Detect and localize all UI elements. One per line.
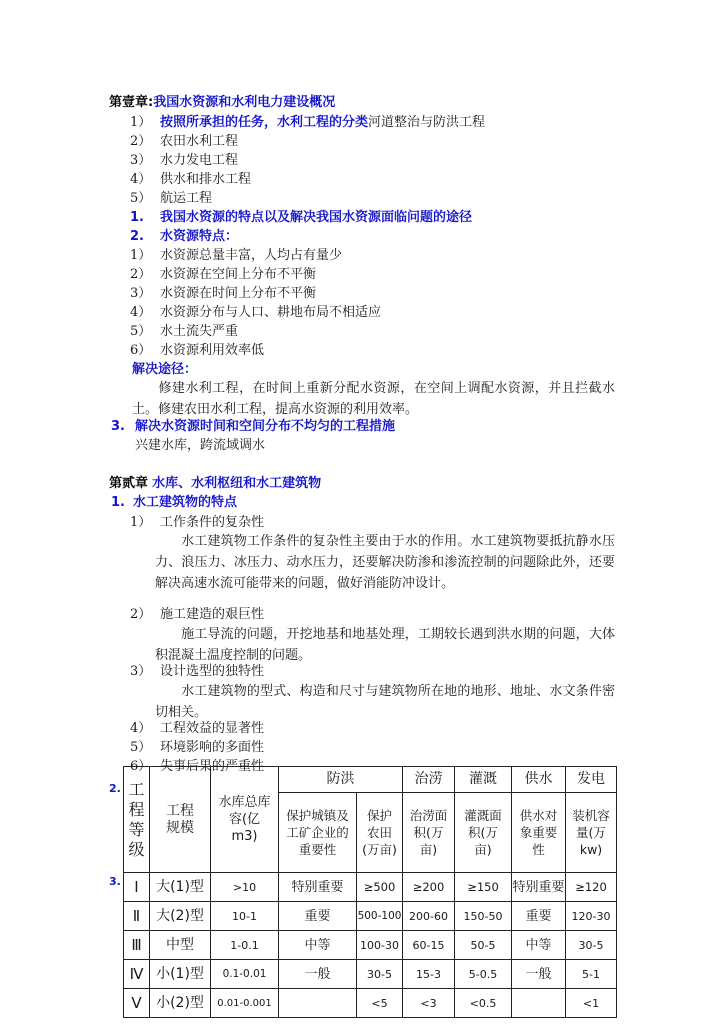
list-number: 2） xyxy=(130,267,152,282)
cell-grade: Ⅳ xyxy=(124,960,150,989)
section-heading xyxy=(130,209,472,227)
list-number: 1） xyxy=(130,248,152,263)
group-irrig: 灌溉 xyxy=(455,767,512,793)
list-text: 航运工程 xyxy=(160,191,213,206)
section-title: 我国水资源的特点以及解决我国水资源面临问题的途径 xyxy=(160,210,473,225)
list-item xyxy=(130,266,316,284)
cell-cap: ≥120 xyxy=(566,873,617,902)
cell-scale: 中型 xyxy=(150,931,211,960)
header-storage: 水库总库容(亿m3) xyxy=(211,767,279,873)
list-text: 水土流失严重 xyxy=(160,324,239,339)
list-number: 1） xyxy=(130,515,152,530)
list-text: 水资源利用效率低 xyxy=(160,343,265,358)
chapter-2-heading xyxy=(109,475,321,493)
cell-supply xyxy=(512,989,566,1018)
cell-supply: 特别重要 xyxy=(512,873,566,902)
chapter-2-title: 水库、水利枢纽和水工建筑物 xyxy=(152,476,322,491)
group-drain: 治涝 xyxy=(403,767,455,793)
list-text: 供水和排水工程 xyxy=(160,172,252,187)
cell-scale: 小(2)型 xyxy=(150,989,211,1018)
cell-storage: 1-0.1 xyxy=(211,931,279,960)
list-text: 水力发电工程 xyxy=(160,153,239,168)
cell-irrig: ≥150 xyxy=(455,873,512,902)
feature-title: 环境影响的多面性 xyxy=(160,740,265,755)
list-item xyxy=(130,152,238,170)
feature-item xyxy=(130,663,264,681)
feature-title: 工程效益的显著性 xyxy=(160,721,265,736)
cell-grade: Ⅱ xyxy=(124,902,150,931)
cell-supply: 一般 xyxy=(512,960,566,989)
cell-city: 特别重要 xyxy=(279,873,357,902)
cell-drain: 15-3 xyxy=(403,960,455,989)
list-number: 5） xyxy=(130,324,152,339)
list-text: 水资源在空间上分布不平衡 xyxy=(160,267,317,282)
measures-text: 兴建水库，跨流域调水 xyxy=(135,438,266,453)
list-text: 河道整治与防洪工程 xyxy=(368,115,486,130)
list-text: 水资源在时间上分布不平衡 xyxy=(160,286,317,301)
cell-grade: Ⅲ xyxy=(124,931,150,960)
feature-item-cut xyxy=(130,758,265,774)
chapter-1-heading xyxy=(109,94,335,112)
section-number: 2. xyxy=(130,229,144,244)
cell-grade: Ⅰ xyxy=(124,873,150,902)
cell-cap: 5-1 xyxy=(566,960,617,989)
list-item xyxy=(130,285,316,303)
section-heading xyxy=(111,418,395,436)
feature-title: 失事后果的严重性 xyxy=(160,759,265,774)
list-number: 1） xyxy=(130,115,152,130)
cell-farm: 30-5 xyxy=(357,960,403,989)
list-number: 5） xyxy=(130,191,152,206)
cell-drain: 200-60 xyxy=(403,902,455,931)
cell-supply: 中等 xyxy=(512,931,566,960)
table-row xyxy=(124,873,617,902)
group-supply: 供水 xyxy=(512,767,566,793)
header-scale: 工程规模 xyxy=(150,767,211,873)
section-number: 1. xyxy=(111,495,125,510)
solution-title: 解决途径： xyxy=(132,362,198,377)
feature-title: 设计选型的独特性 xyxy=(160,664,265,679)
feature-text: 施工导流的问题，开挖地基和地基处理，工期较长遇到洪水期的问题，大体积混凝土温度控制的问题。 xyxy=(155,627,615,663)
cell-city: 中等 xyxy=(279,931,357,960)
list-number: 5） xyxy=(130,740,152,755)
side-number: 2. xyxy=(109,782,121,795)
section-heading xyxy=(111,494,237,512)
cell-scale: 大(1)型 xyxy=(150,873,211,902)
list-item xyxy=(130,190,212,208)
header-protect-city: 保护城镇及工矿企业的重要性 xyxy=(279,793,357,873)
table-row xyxy=(124,902,617,931)
cell-scale: 大(2)型 xyxy=(150,902,211,931)
feature-item xyxy=(130,739,264,757)
section-title: 水资源特点： xyxy=(160,229,239,244)
feature-item xyxy=(130,606,264,624)
cell-storage: 0.01-0.001 xyxy=(211,989,279,1018)
feature-paragraph xyxy=(155,531,615,594)
cell-irrig: <0.5 xyxy=(455,989,512,1018)
list-item xyxy=(130,133,238,151)
cell-drain: 60-15 xyxy=(403,931,455,960)
cell-city: 一般 xyxy=(279,960,357,989)
header-grade: 工程等级 xyxy=(124,767,150,873)
header-irrig-area: 灌溉面积(万亩) xyxy=(455,793,512,873)
list-text: 农田水利工程 xyxy=(160,134,239,149)
cell-city: 重要 xyxy=(279,902,357,931)
list-number: 3） xyxy=(130,286,152,301)
cell-irrig: 50-5 xyxy=(455,931,512,960)
table-row xyxy=(124,931,617,960)
feature-text: 水工建筑物工作条件的复杂性主要由于水的作用。水工建筑物要抵抗静水压力、浪压力、冰压力、动水压力，还要解决防渗和渗流控制的问题除此外，还要解决高速水流可能带来的问题，做好消能防冲设计。 xyxy=(155,534,615,591)
cell-storage: 10-1 xyxy=(211,902,279,931)
feature-title: 施工建造的艰巨性 xyxy=(160,607,265,622)
header-capacity: 装机容量(万kw) xyxy=(566,793,617,873)
feature-paragraph xyxy=(155,624,615,666)
feature-item xyxy=(130,720,264,738)
task-item-1 xyxy=(130,114,485,132)
cell-city xyxy=(279,989,357,1018)
cell-scale: 小(1)型 xyxy=(150,960,211,989)
feature-title: 工作条件的复杂性 xyxy=(160,515,265,530)
list-number: 3） xyxy=(130,664,152,679)
cell-cap: 30-5 xyxy=(566,931,617,960)
cell-farm: 500-100 xyxy=(357,902,403,931)
list-number: 4） xyxy=(130,305,152,320)
cell-irrig: 150-50 xyxy=(455,902,512,931)
chapter-1-title: 我国水资源和水利电力建设概况 xyxy=(153,95,336,110)
solution-paragraph xyxy=(132,378,615,420)
list-number: 6） xyxy=(130,759,152,774)
list-item xyxy=(130,304,381,322)
section-number: 1. xyxy=(130,210,144,225)
cell-cap: 120-30 xyxy=(566,902,617,931)
header-protect-farm: 保护农田(万亩) xyxy=(357,793,403,873)
cell-drain: ≥200 xyxy=(403,873,455,902)
chapter-2-label: 第贰章 xyxy=(109,476,149,491)
section-number: 3. xyxy=(111,419,125,434)
solution-text: 修建水利工程，在时间上重新分配水资源，在空间上调配水资源，并且拦截水土。修建农田水利工程，提高水资源的利用效率。 xyxy=(132,381,615,417)
project-grade-table xyxy=(123,766,617,1018)
list-number: 2） xyxy=(130,607,152,622)
cell-cap: <1 xyxy=(566,989,617,1018)
section-title: 解决水资源时间和空间分布不均匀的工程措施 xyxy=(135,419,396,434)
feature-item xyxy=(130,514,264,532)
table-header-row xyxy=(124,767,617,793)
feature-paragraph xyxy=(155,681,615,723)
list-text: 水资源分布与人口、耕地布局不相适应 xyxy=(160,305,382,320)
cell-farm: ≥500 xyxy=(357,873,403,902)
list-number: 6） xyxy=(130,343,152,358)
header-drain-area: 治涝面积(万亩) xyxy=(403,793,455,873)
group-power: 发电 xyxy=(566,767,617,793)
cell-storage: >10 xyxy=(211,873,279,902)
side-number: 3. xyxy=(109,875,121,888)
group-flood: 防洪 xyxy=(279,767,403,793)
list-text: 水资源总量丰富，人均占有量少 xyxy=(160,248,343,263)
list-number: 4） xyxy=(130,172,152,187)
cell-farm: 100-30 xyxy=(357,931,403,960)
cell-drain: <3 xyxy=(403,989,455,1018)
cell-farm: <5 xyxy=(357,989,403,1018)
section-title: 水工建筑物的特点 xyxy=(133,495,238,510)
table-row xyxy=(124,960,617,989)
chapter-1-label: 第壹章: xyxy=(109,95,154,110)
cell-supply: 重要 xyxy=(512,902,566,931)
list-item xyxy=(130,323,238,341)
list-item xyxy=(130,247,342,265)
list-item xyxy=(130,342,264,360)
list-number: 2） xyxy=(130,134,152,149)
header-supply-obj: 供水对象重要性 xyxy=(512,793,566,873)
cell-irrig: 5-0.5 xyxy=(455,960,512,989)
table-row xyxy=(124,989,617,1018)
list-item xyxy=(130,171,251,189)
classification-title: 按照所承担的任务，水利工程的分类 xyxy=(160,115,369,130)
section-heading xyxy=(130,228,238,246)
cell-storage: 0.1-0.01 xyxy=(211,960,279,989)
cell-grade: Ⅴ xyxy=(124,989,150,1018)
list-number: 3） xyxy=(130,153,152,168)
list-number: 4） xyxy=(130,721,152,736)
feature-text: 水工建筑物的型式、构造和尺寸与建筑物所在地的地形、地址、水文条件密切相关。 xyxy=(155,684,615,720)
